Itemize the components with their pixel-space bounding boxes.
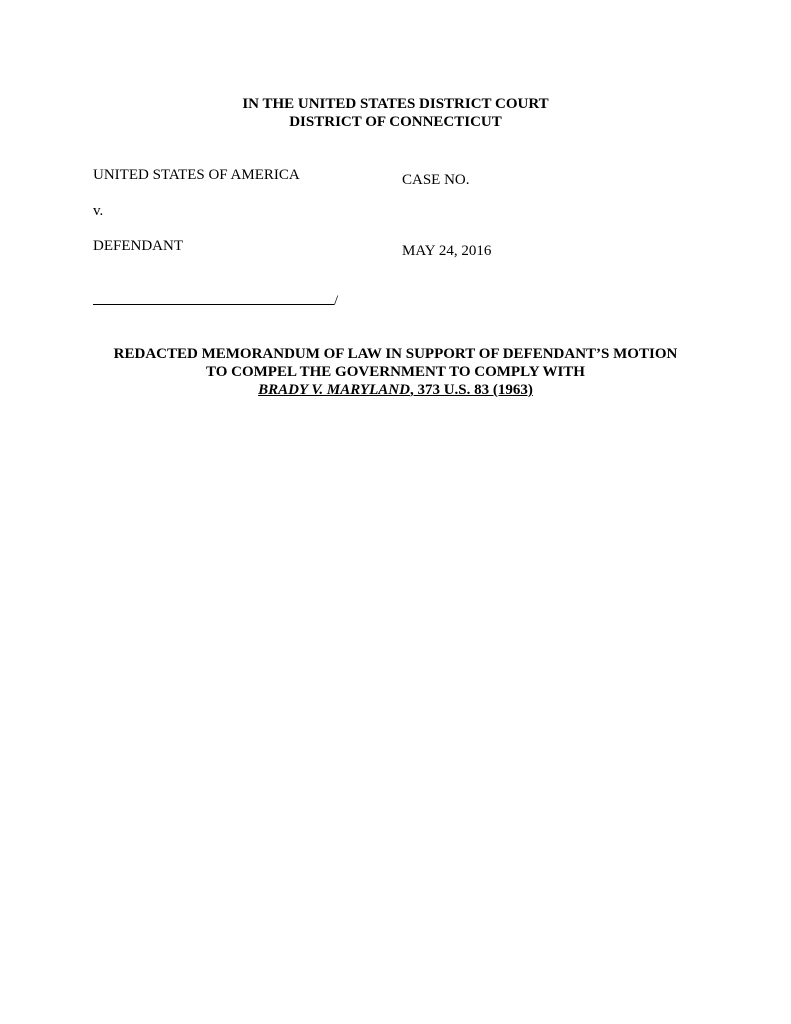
versus-label: v. — [93, 203, 104, 219]
court-name: IN THE UNITED STATES DISTRICT COURT — [242, 96, 549, 112]
case-number-label: CASE NO. — [402, 172, 470, 188]
title-line-2: TO COMPEL THE GOVERNMENT TO COMPLY WITH — [206, 364, 585, 380]
signature-slash: / — [334, 293, 339, 309]
filing-date: MAY 24, 2016 — [402, 243, 492, 259]
defendant-name: DEFENDANT — [93, 238, 183, 254]
case-citation: , 373 U.S. 83 (1963) — [409, 382, 533, 398]
court-header — [0, 95, 791, 131]
document-title — [0, 345, 791, 399]
title-line-1: REDACTED MEMORANDUM OF LAW IN SUPPORT OF DEFENDANT’S MOTION — [113, 346, 678, 362]
court-district: DISTRICT OF CONNECTICUT — [289, 114, 502, 130]
case-name: BRADY V. MARYLAND — [258, 382, 410, 398]
signature-line — [93, 290, 338, 310]
plaintiff-name: UNITED STATES OF AMERICA — [93, 167, 300, 183]
title-line-3 — [0, 381, 791, 399]
signature-rule — [93, 290, 334, 305]
